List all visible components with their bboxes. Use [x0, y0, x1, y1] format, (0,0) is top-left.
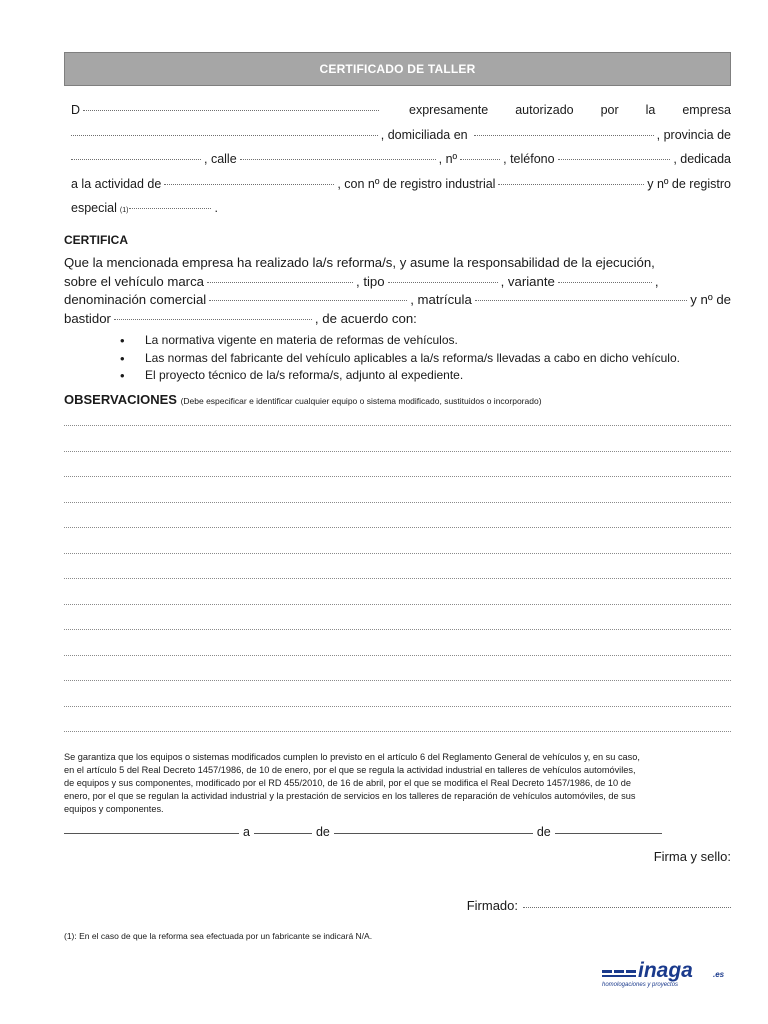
firmado-line: [467, 898, 731, 913]
observaciones-heading: [64, 392, 542, 407]
legal-line-1: Se garantiza que los equipos o sistemas modificados cumplen lo previsto en el artículo 6 del Reglamento General de vehículos y, en su caso,: [64, 752, 640, 762]
document-title: [64, 52, 731, 86]
legal-line-4: enero, por el que se regulan la actividad industrial y la prestación de servicios en los talleres de reparación de vehículos automóviles, de sus: [64, 791, 636, 801]
logo-brand-text: inaga: [638, 960, 693, 982]
label-telefono: , teléfono: [503, 152, 555, 167]
intro-line-3: [71, 147, 731, 172]
firma-sello-label: Firma y sello:: [653, 849, 731, 864]
list-item: • Las normas del fabricante del vehículo aplicables a la/s reforma/s llevadas a cabo en dicho vehículo.: [120, 350, 680, 368]
label-dedicada: , dedicada: [673, 152, 731, 167]
label-tipo: , tipo: [356, 273, 385, 289]
year-field[interactable]: [555, 833, 662, 834]
brand-field[interactable]: [207, 282, 353, 283]
label-registro-industrial: , con nº de registro industrial: [337, 176, 496, 191]
observation-line-1[interactable]: [64, 425, 731, 426]
list-item: • La normativa vigente en materia de reformas de vehículos.: [120, 332, 680, 350]
word-la: la: [645, 103, 656, 117]
number-field[interactable]: [460, 159, 500, 160]
variant-field[interactable]: [558, 282, 652, 283]
name-field[interactable]: [83, 110, 379, 111]
observation-line-5[interactable]: [64, 527, 731, 528]
place-date-line: [64, 825, 731, 839]
certifica-line-4: [64, 310, 731, 329]
intro-line-5: [71, 196, 731, 221]
label-provincia: , provincia de: [656, 127, 731, 142]
label-bastidor: bastidor: [64, 310, 111, 326]
special-registry-field[interactable]: [129, 208, 211, 209]
intro-paragraph: [71, 98, 731, 221]
document-title-text: CERTIFICADO DE TALLER: [319, 62, 476, 76]
company-field[interactable]: [71, 135, 378, 136]
firmado-label: Firmado:: [466, 898, 518, 913]
observation-line-8[interactable]: [64, 604, 731, 605]
label-especial: especial: [71, 201, 117, 216]
label-bastidor-num: y nº de: [690, 292, 731, 307]
logo-tagline-text: homologaciones y proyectos: [602, 982, 679, 988]
label-variante: , variante: [500, 273, 555, 289]
logo-suffix-text: .es: [713, 970, 725, 979]
list-item: • El proyecto técnico de la/s reforma/s, adjunto al expediente.: [120, 367, 680, 385]
legal-line-3: de equipos y sus componentes, modificado por el RD 455/2010, de 16 de abril, por el que se modifica el Real Decreto 1457/1986, de 10 de: [64, 778, 631, 788]
chassis-field[interactable]: [114, 319, 312, 320]
observation-line-4[interactable]: [64, 502, 731, 503]
signature-field[interactable]: [523, 907, 731, 908]
certifica-line-1: Que la mencionada empresa ha realizado la/s reforma/s, y asume la responsabilidad de la ejecución,: [64, 255, 655, 270]
label-calle: , calle: [204, 152, 237, 167]
word-autorizado: autorizado: [515, 103, 574, 117]
inaga-logo-graphic: [600, 960, 735, 990]
period: .: [214, 201, 218, 216]
label-numero: , nº: [438, 152, 458, 167]
label-acuerdo: , de acuerdo con:: [314, 310, 417, 326]
label-d: D: [71, 103, 81, 117]
label-domiciliada: , domiciliada en: [380, 127, 468, 142]
label-marca: sobre el vehículo marca: [64, 273, 205, 289]
label-de-1: de: [315, 825, 330, 839]
industrial-registry-field[interactable]: [498, 184, 644, 185]
word-por: por: [600, 103, 619, 117]
label-a: a: [243, 825, 250, 839]
certifica-line-2: [64, 273, 731, 292]
label-de-2: de: [536, 825, 551, 839]
certifica-paragraph: [64, 254, 731, 328]
footnote: (1): En el caso de que la reforma sea efectuada por un fabricante se indicará N/A.: [64, 931, 373, 941]
phone-field[interactable]: [558, 159, 671, 160]
comma: ,: [654, 273, 659, 289]
activity-field[interactable]: [164, 184, 334, 185]
day-field[interactable]: [254, 833, 312, 834]
street-field[interactable]: [240, 159, 436, 160]
inaga-logo: [600, 960, 735, 990]
observation-line-10[interactable]: [64, 655, 731, 656]
observaciones-title: OBSERVACIONES: [64, 392, 177, 407]
word-expresamente: expresamente: [409, 103, 489, 117]
address-field[interactable]: [474, 135, 654, 136]
label-registro: y nº de registro: [647, 176, 731, 191]
observaciones-note: (Debe especificar e identificar cualquier equipo o sistema modificado, sustituidos o incorporado): [180, 396, 542, 406]
type-field[interactable]: [388, 282, 498, 283]
label-actividad: a la actividad de: [71, 176, 162, 191]
commercial-name-field[interactable]: [209, 300, 407, 301]
month-field[interactable]: [334, 833, 533, 834]
certifica-line-3: [64, 291, 731, 310]
intro-line-4: [71, 172, 731, 197]
label-denominacion: denominación comercial: [64, 292, 207, 307]
plate-field[interactable]: [475, 300, 687, 301]
observation-line-12[interactable]: [64, 706, 731, 707]
intro-line-1: [71, 98, 731, 123]
legal-text: [64, 751, 731, 816]
observation-line-7[interactable]: [64, 578, 731, 579]
legal-line-2: en el artículo 5 del Real Decreto 1457/1986, de 10 de enero, por el que se regula la actividad industrial en talleres de vehículos automóviles,: [64, 765, 636, 775]
observation-line-13[interactable]: [64, 731, 731, 732]
observation-line-6[interactable]: [64, 553, 731, 554]
footnote-ref: (1): [119, 207, 129, 215]
word-empresa: empresa: [682, 103, 731, 117]
intro-line-2: [71, 123, 731, 148]
observation-line-9[interactable]: [64, 629, 731, 630]
observation-line-2[interactable]: [64, 451, 731, 452]
observation-line-3[interactable]: [64, 476, 731, 477]
label-matricula: , matrícula: [410, 292, 472, 307]
certifica-heading: CERTIFICA: [64, 233, 128, 247]
place-field[interactable]: [64, 833, 239, 834]
compliance-list: [120, 332, 680, 385]
province-field[interactable]: [71, 159, 201, 160]
legal-line-5: equipos y componentes.: [64, 804, 164, 814]
observation-line-11[interactable]: [64, 680, 731, 681]
